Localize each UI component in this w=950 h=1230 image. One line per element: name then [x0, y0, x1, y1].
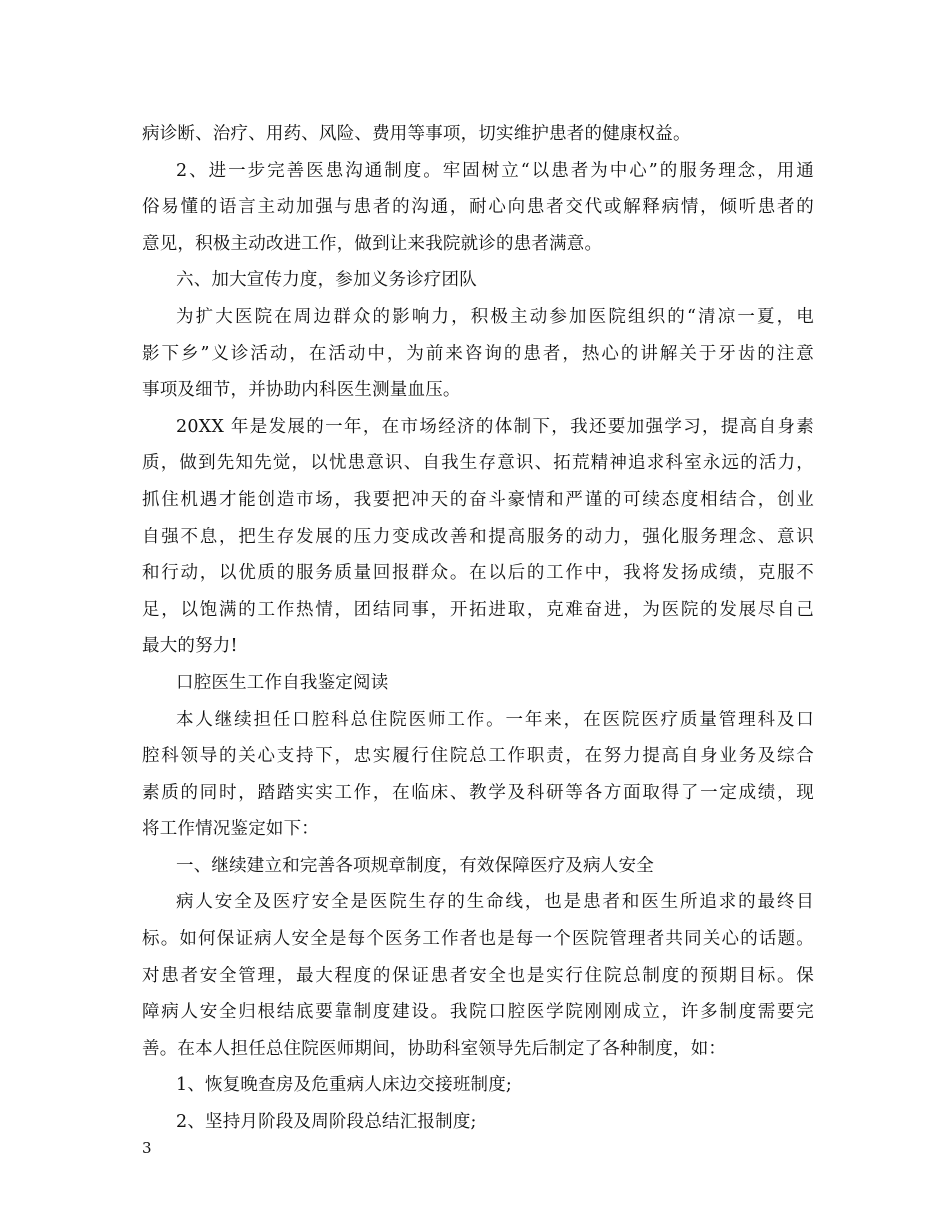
page-number: 3: [142, 1139, 152, 1157]
text-line: 对患者安全管理，最大程度的保证患者安全也是实行住院总制度的预期目标。保: [142, 965, 814, 986]
text-line: 抓住机遇才能创造市场，我要把冲天的奋斗豪情和严谨的可续态度相结合，创业: [142, 489, 814, 510]
text-line: 20XX 年是发展的一年，在市场经济的体制下，我还要加强学习，提高自身素: [176, 416, 814, 437]
text-line: 善。在本人担任总住院医师期间，协助科室领导先后制定了各种制度，如：: [142, 1038, 727, 1059]
text-line: 质，做到先知先觉，以忧患意识、自我生存意识、拓荒精神追求科室永远的活力，: [142, 453, 814, 474]
document-body: [142, 116, 814, 1141]
text-line: 自强不息，把生存发展的压力变成改善和提高服务的动力，强化服务理念、意识: [142, 526, 814, 547]
text-line: 标。如何保证病人安全是每个医务工作者也是每一个医院管理者共同关心的话题。: [142, 929, 814, 950]
text-line: 腔科领导的关心支持下，忠实履行住院总工作职责，在努力提高自身业务及综合: [142, 746, 814, 767]
text-line: 为扩大医院在周边群众的影响力，积极主动参加医院组织的“清凉一夏，电: [176, 306, 814, 327]
text-line: 六、加大宣传力度，参加义务诊疗团队: [176, 270, 477, 291]
text-line: 病诊断、治疗、用药、风险、费用等事项，切实维护患者的健康权益。: [142, 124, 691, 144]
text-line: 口腔医生工作自我鉴定阅读: [176, 672, 389, 693]
text-line: 意见，积极主动改进工作，做到让来我院就诊的患者满意。: [142, 233, 603, 254]
text-line: 足，以饱满的工作热情，团结同事，开拓进取，克难奋进，为医院的发展尽自己: [142, 599, 814, 620]
text-line: 一、继续建立和完善各项规章制度，有效保障医疗及病人安全: [176, 855, 654, 876]
text-line: 本人继续担任口腔科总住院医师工作。一年来，在医院医疗质量管理科及口: [176, 709, 814, 730]
text-line: 最大的努力!: [142, 636, 238, 657]
text-line: 1、恢复晚查房及危重病人床边交接班制度;: [176, 1075, 513, 1096]
text-line: 素质的同时，踏踏实实工作，在临床、教学及科研等各方面取得了一定成绩，现: [142, 782, 814, 803]
text-line: 2、坚持月阶段及周阶段总结汇报制度;: [176, 1112, 477, 1133]
text-line: 将工作情况鉴定如下：: [142, 819, 319, 840]
text-line: 病人安全及医疗安全是医院生存的生命线，也是患者和医生所追求的最终目: [176, 892, 814, 913]
text-line: 俗易懂的语言主动加强与患者的沟通，耐心向患者交代或解释病情，倾听患者的: [142, 197, 814, 218]
text-line: 2、进一步完善医患沟通制度。牢固树立“以患者为中心”的服务理念，用通: [176, 160, 814, 181]
text-line: 和行动，以优质的服务质量回报群众。在以后的工作中，我将发扬成绩，克服不: [142, 563, 814, 584]
text-line: 影下乡”义诊活动，在活动中，为前来咨询的患者，热心的讲解关于牙齿的注意: [142, 343, 814, 364]
text-line: 事项及细节，并协助内科医生测量血压。: [142, 380, 461, 401]
text-line: 障病人安全归根结底要靠制度建设。我院口腔医学院刚刚成立，许多制度需要完: [142, 1002, 814, 1023]
